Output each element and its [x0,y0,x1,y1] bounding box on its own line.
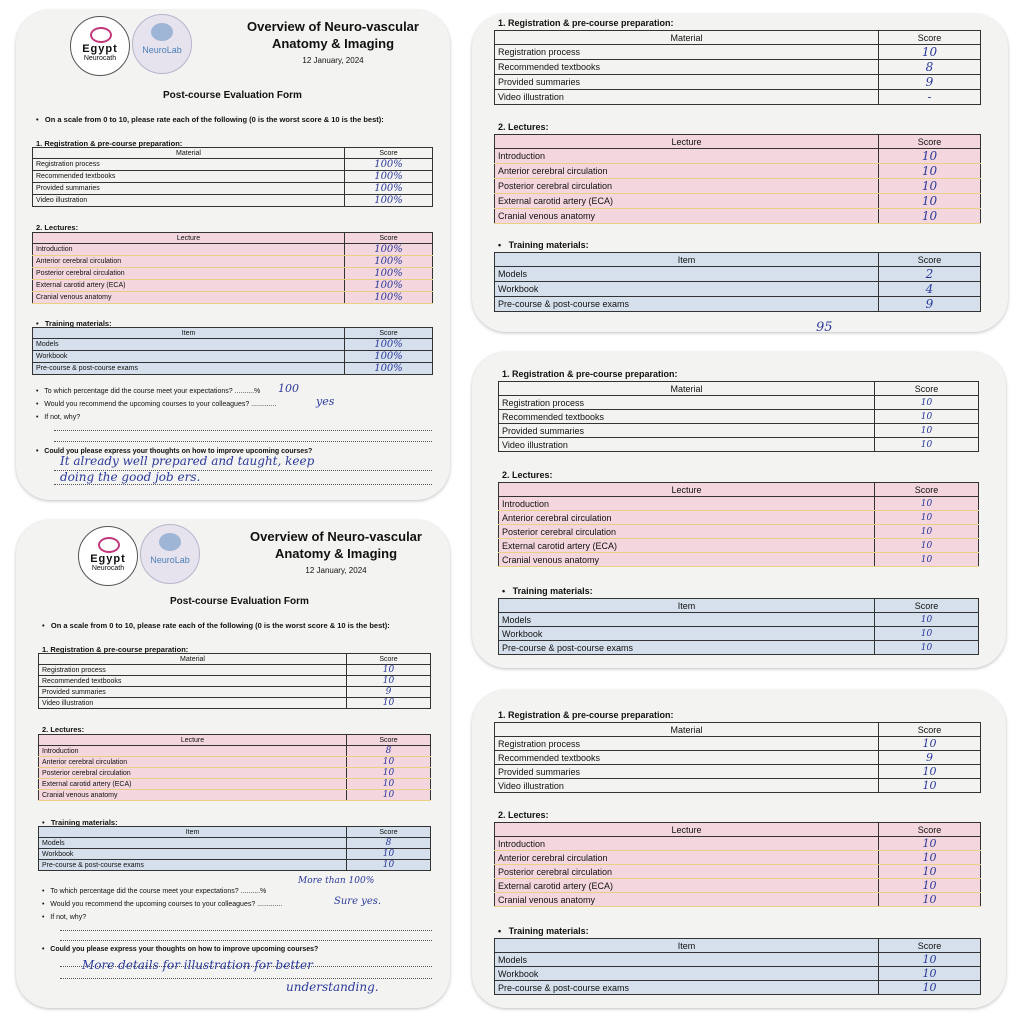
row-label: Recommended textbooks [495,751,879,765]
row-label: Registration process [33,159,345,171]
score-cell: 10 [347,768,431,779]
evaluation-form-card-3 [472,352,1006,668]
row-label: Video illustration [33,195,345,207]
row-label: Pre-course & post-course exams [495,981,879,995]
score-cell: 8 [347,838,431,849]
row-label: Introduction [495,837,879,851]
item-header: Item [495,253,879,267]
instructions-text: On a scale from 0 to 10, please rate each of the following (0 is the worst score & 10 is the best): [50,621,390,630]
row-label: Pre-course & post-course exams [33,363,345,375]
row-label: Posterior cerebral circulation [495,865,879,879]
brain-loop-icon [98,537,120,553]
evaluation-form-card-2 [472,14,1008,332]
training-table [38,826,431,871]
score-cell: 10 [879,194,981,209]
row-label: External carotid artery (ECA) [33,280,345,292]
score-cell: 2 [879,267,981,282]
course-title-line2: Anatomy & Imaging [271,36,395,51]
material-header: Material [499,382,875,396]
score-cell: 10 [879,149,981,164]
question-expectations-text: To which percentage did the course meet your expectations? ..........% [50,888,267,895]
score-cell: 10 [879,953,981,967]
brain-icon [151,23,173,41]
score-cell: 9 [879,751,981,765]
score-cell: 10 [875,511,979,525]
score-cell: 10 [879,893,981,907]
score-header: Score [345,148,433,159]
score-cell: 100% [345,268,433,280]
material-header: Material [33,148,345,159]
row-label: Registration process [499,396,875,410]
score-header: Score [879,253,981,267]
row-label: Registration process [495,45,879,60]
item-header: Item [499,599,875,613]
score-header: Score [879,939,981,953]
score-cell: 10 [875,396,979,410]
question-why: • If not, why? [42,914,87,921]
score-cell: 10 [879,164,981,179]
row-label: Registration process [39,665,347,676]
row-label: Workbook [33,351,345,363]
instructions: • On a scale from 0 to 10, please rate each of the following (0 is the worst score & 10 is the best): [42,621,390,630]
question-why-text: If not, why? [50,914,87,921]
training-table [494,252,981,312]
score-cell: 100% [345,339,433,351]
material-header: Material [39,654,347,665]
score-cell: 100% [345,363,433,375]
score-cell: 9 [879,75,981,90]
question-improve-text: Could you please express your thoughts on how to improve upcoming courses? [50,946,319,953]
row-label: Cranial venous anatomy [33,292,345,304]
row-label: Provided summaries [33,183,345,195]
row-label: Posterior cerebral circulation [39,768,347,779]
score-cell: 10 [875,627,979,641]
score-cell: 9 [347,687,431,698]
row-label: Anterior cerebral circulation [495,164,879,179]
score-header: Score [345,233,433,244]
question-recommend-text: Would you recommend the upcoming courses to your colleagues? ............. [44,401,277,408]
score-header: Score [875,382,979,396]
answer-line [60,940,432,941]
row-label: Pre-course & post-course exams [39,860,347,871]
answer-line [60,978,432,979]
lectures-section-title: 2. Lectures: [502,470,553,480]
score-cell: 100% [345,244,433,256]
row-label: Workbook [499,627,875,641]
registration-table [494,30,981,105]
row-label: Cranial venous anatomy [495,893,879,907]
lectures-table [38,734,431,801]
score-cell: 100% [345,171,433,183]
row-label: Cranial venous anatomy [499,553,875,567]
score-cell: 10 [879,179,981,194]
training-section-title: • Training materials: [42,818,118,827]
course-title [222,528,450,562]
score-header: Score [879,135,981,149]
training-section-title: • Training materials: [498,926,589,936]
score-cell: 100% [345,280,433,292]
score-header: Score [879,823,981,837]
score-header: Score [875,483,979,497]
score-cell: 10 [875,539,979,553]
training-table [494,938,981,995]
score-cell: 8 [879,60,981,75]
score-cell: 100% [345,195,433,207]
brain-icon [159,533,181,551]
evaluation-form-card-5 [472,690,1006,1008]
score-cell: 10 [875,641,979,655]
question-expectations-text: To which percentage did the course meet your expectations? ..........% [44,388,261,395]
score-header: Score [875,599,979,613]
score-cell: 10 [879,981,981,995]
row-label: Models [495,267,879,282]
row-label: Anterior cerebral circulation [499,511,875,525]
material-header: Material [495,31,879,45]
question-improve: • Could you please express your thoughts on how to improve upcoming courses? [36,448,313,455]
training-section-title: • Training materials: [36,319,112,328]
score-cell: 10 [875,410,979,424]
row-label: External carotid artery (ECA) [495,879,879,893]
row-label: Provided summaries [499,424,875,438]
question-recommend-text: Would you recommend the upcoming courses to your colleagues? ............. [50,901,283,908]
lectures-section-title: 2. Lectures: [498,810,549,820]
lectures-section-title: 2. Lectures: [498,122,549,132]
score-cell: 10 [347,849,431,860]
registration-section-title: 1. Registration & pre-course preparation: [502,369,678,379]
answer-line [54,484,432,485]
lecture-header: Lecture [33,233,345,244]
score-cell: 10 [875,424,979,438]
score-cell: 10 [879,837,981,851]
logo-egypt-text: Egypt [82,43,118,55]
row-label: Recommended textbooks [499,410,875,424]
training-section-title: • Training materials: [502,586,593,596]
answer-improve-line2: doing the good job ers. [60,470,201,484]
row-label: Provided summaries [495,765,879,779]
row-label: Posterior cerebral circulation [33,268,345,280]
row-label: Introduction [495,149,879,164]
row-label: Introduction [39,746,347,757]
row-label: Posterior cerebral circulation [495,179,879,194]
question-why: • If not, why? [36,414,81,421]
score-cell: 8 [347,746,431,757]
score-cell: 10 [347,757,431,768]
score-cell: 9 [879,297,981,312]
row-label: Recommended textbooks [33,171,345,183]
evaluation-form-card-4 [16,520,450,1008]
registration-section-title: 1. Registration & pre-course preparation: [498,710,674,720]
row-label: Introduction [499,497,875,511]
score-cell: 4 [879,282,981,297]
logo-neurolab-text: NeuroLab [142,45,182,55]
registration-table [32,147,433,207]
score-header: Score [347,654,431,665]
row-label: Anterior cerebral circulation [33,256,345,268]
evaluation-form-card-1 [16,10,450,500]
score-cell: 100% [345,159,433,171]
answer-expectations: More than 100% [298,876,375,886]
lectures-table [494,822,981,907]
lectures-table [32,232,433,304]
score-cell: 10 [347,860,431,871]
registration-section-title: 1. Registration & pre-course preparation: [498,18,674,28]
row-label: Posterior cerebral circulation [499,525,875,539]
score-cell: 10 [879,45,981,60]
row-label: Anterior cerebral circulation [39,757,347,768]
row-label: External carotid artery (ECA) [39,779,347,790]
answer-recommend: yes [316,395,335,408]
answer-improve-line2: understanding. [286,980,379,994]
score-header: Score [347,735,431,746]
registration-section-title: 1. Registration & pre-course preparation: [36,139,183,148]
row-label: Pre-course & post-course exams [499,641,875,655]
question-expectations: • To which percentage did the course meet your expectations? ..........% [36,388,261,395]
answer-improve-line1: More details for illustration for better [82,958,313,972]
row-label: External carotid artery (ECA) [499,539,875,553]
score-cell: - [879,90,981,105]
answer-recommend: Sure yes. [334,896,382,907]
row-label: Provided summaries [39,687,347,698]
lectures-table [498,482,979,567]
row-label: Provided summaries [495,75,879,90]
score-cell: 10 [875,525,979,539]
registration-section-title: 1. Registration & pre-course preparation: [42,645,189,654]
training-title-text: Training materials: [50,818,118,827]
question-improve-text: Could you please express your thoughts on how to improve upcoming courses? [44,448,313,455]
row-label: Recommended textbooks [495,60,879,75]
answer-expectations: 100 [278,382,299,395]
row-label: Video illustration [495,90,879,105]
score-header: Score [879,31,981,45]
question-why-text: If not, why? [44,414,81,421]
row-label: Video illustration [39,698,347,709]
score-header: Score [879,723,981,737]
row-label: Cranial venous anatomy [495,209,879,224]
course-title-line1: Overview of Neuro-vascular [247,19,419,34]
score-cell: 100% [345,256,433,268]
instructions-text: On a scale from 0 to 10, please rate each of the following (0 is the worst score & 10 is the best): [44,115,384,124]
answer-expectations: 95 [816,320,833,332]
row-label: Workbook [39,849,347,860]
item-header: Item [495,939,879,953]
form-title: Post-course Evaluation Form [170,596,309,607]
brain-loop-icon [90,27,112,43]
logo-neurocath-text: Neurocath [83,55,117,62]
row-label: Recommended textbooks [39,676,347,687]
training-title-text: Training materials: [44,319,112,328]
training-section-title: • Training materials: [498,240,589,250]
score-cell: 10 [875,438,979,452]
row-label: Models [495,953,879,967]
registration-table [498,381,979,452]
lectures-table [494,134,981,224]
item-header: Item [39,827,347,838]
question-recommend: • Would you recommend the upcoming courses to your colleagues? ............. [42,901,283,908]
score-cell: 10 [347,779,431,790]
score-cell: 10 [347,665,431,676]
logo-egypt-text: Egypt [90,553,126,565]
lecture-header: Lecture [499,483,875,497]
training-table [498,598,979,655]
score-cell: 10 [879,851,981,865]
lectures-section-title: 2. Lectures: [42,725,85,734]
row-label: Workbook [495,967,879,981]
egypt-neurocath-logo [78,526,138,586]
score-cell: 10 [879,209,981,224]
row-label: Cranial venous anatomy [39,790,347,801]
item-header: Item [33,328,345,339]
registration-table [494,722,981,793]
training-title-text: Training materials: [512,586,593,596]
score-cell: 10 [875,613,979,627]
score-cell: 10 [875,497,979,511]
instructions: • On a scale from 0 to 10, please rate each of the following (0 is the worst score & 10 is the best): [36,115,384,124]
score-cell: 10 [347,676,431,687]
answer-line [54,430,432,431]
row-label: Video illustration [495,779,879,793]
lectures-section-title: 2. Lectures: [36,223,79,232]
material-header: Material [495,723,879,737]
neurolab-logo [140,524,200,584]
course-title-line1: Overview of Neuro-vascular [250,529,422,544]
score-cell: 10 [347,790,431,801]
score-cell: 10 [879,879,981,893]
logo-neurolab-text: NeuroLab [150,555,190,565]
row-label: Workbook [495,282,879,297]
lecture-header: Lecture [39,735,347,746]
row-label: Registration process [495,737,879,751]
course-date: 12 January, 2024 [305,566,367,575]
course-date: 12 January, 2024 [302,56,364,65]
course-title [216,18,450,52]
row-label: Video illustration [499,438,875,452]
score-cell: 10 [879,737,981,751]
neurolab-logo [132,14,192,74]
registration-table [38,653,431,709]
score-cell: 100% [345,183,433,195]
lecture-header: Lecture [495,135,879,149]
score-cell: 100% [345,351,433,363]
lecture-header: Lecture [495,823,879,837]
course-title-line2: Anatomy & Imaging [274,546,398,561]
row-label: Models [33,339,345,351]
row-label: Models [39,838,347,849]
score-cell: 10 [879,967,981,981]
score-header: Score [347,827,431,838]
score-cell: 10 [879,865,981,879]
training-title-text: Training materials: [508,926,589,936]
score-cell: 10 [347,698,431,709]
score-cell: 10 [879,779,981,793]
answer-improve-line1: It already well prepared and taught, keep [60,454,315,468]
row-label: Anterior cerebral circulation [495,851,879,865]
score-cell: 10 [875,553,979,567]
logo-neurocath-text: Neurocath [91,565,125,572]
row-label: External carotid artery (ECA) [495,194,879,209]
egypt-neurocath-logo [70,16,130,76]
answer-line [54,441,432,442]
row-label: Pre-course & post-course exams [495,297,879,312]
training-title-text: Training materials: [508,240,589,250]
score-cell: 100% [345,292,433,304]
answer-line [60,930,432,931]
question-recommend: • Would you recommend the upcoming courses to your colleagues? ............. [36,401,277,408]
training-table [32,327,433,375]
form-title: Post-course Evaluation Form [163,90,302,101]
row-label: Models [499,613,875,627]
row-label: Introduction [33,244,345,256]
score-header: Score [345,328,433,339]
question-expectations: • To which percentage did the course meet your expectations? ..........% [42,888,267,895]
question-improve: • Could you please express your thoughts on how to improve upcoming courses? [42,946,319,953]
score-cell: 10 [879,765,981,779]
